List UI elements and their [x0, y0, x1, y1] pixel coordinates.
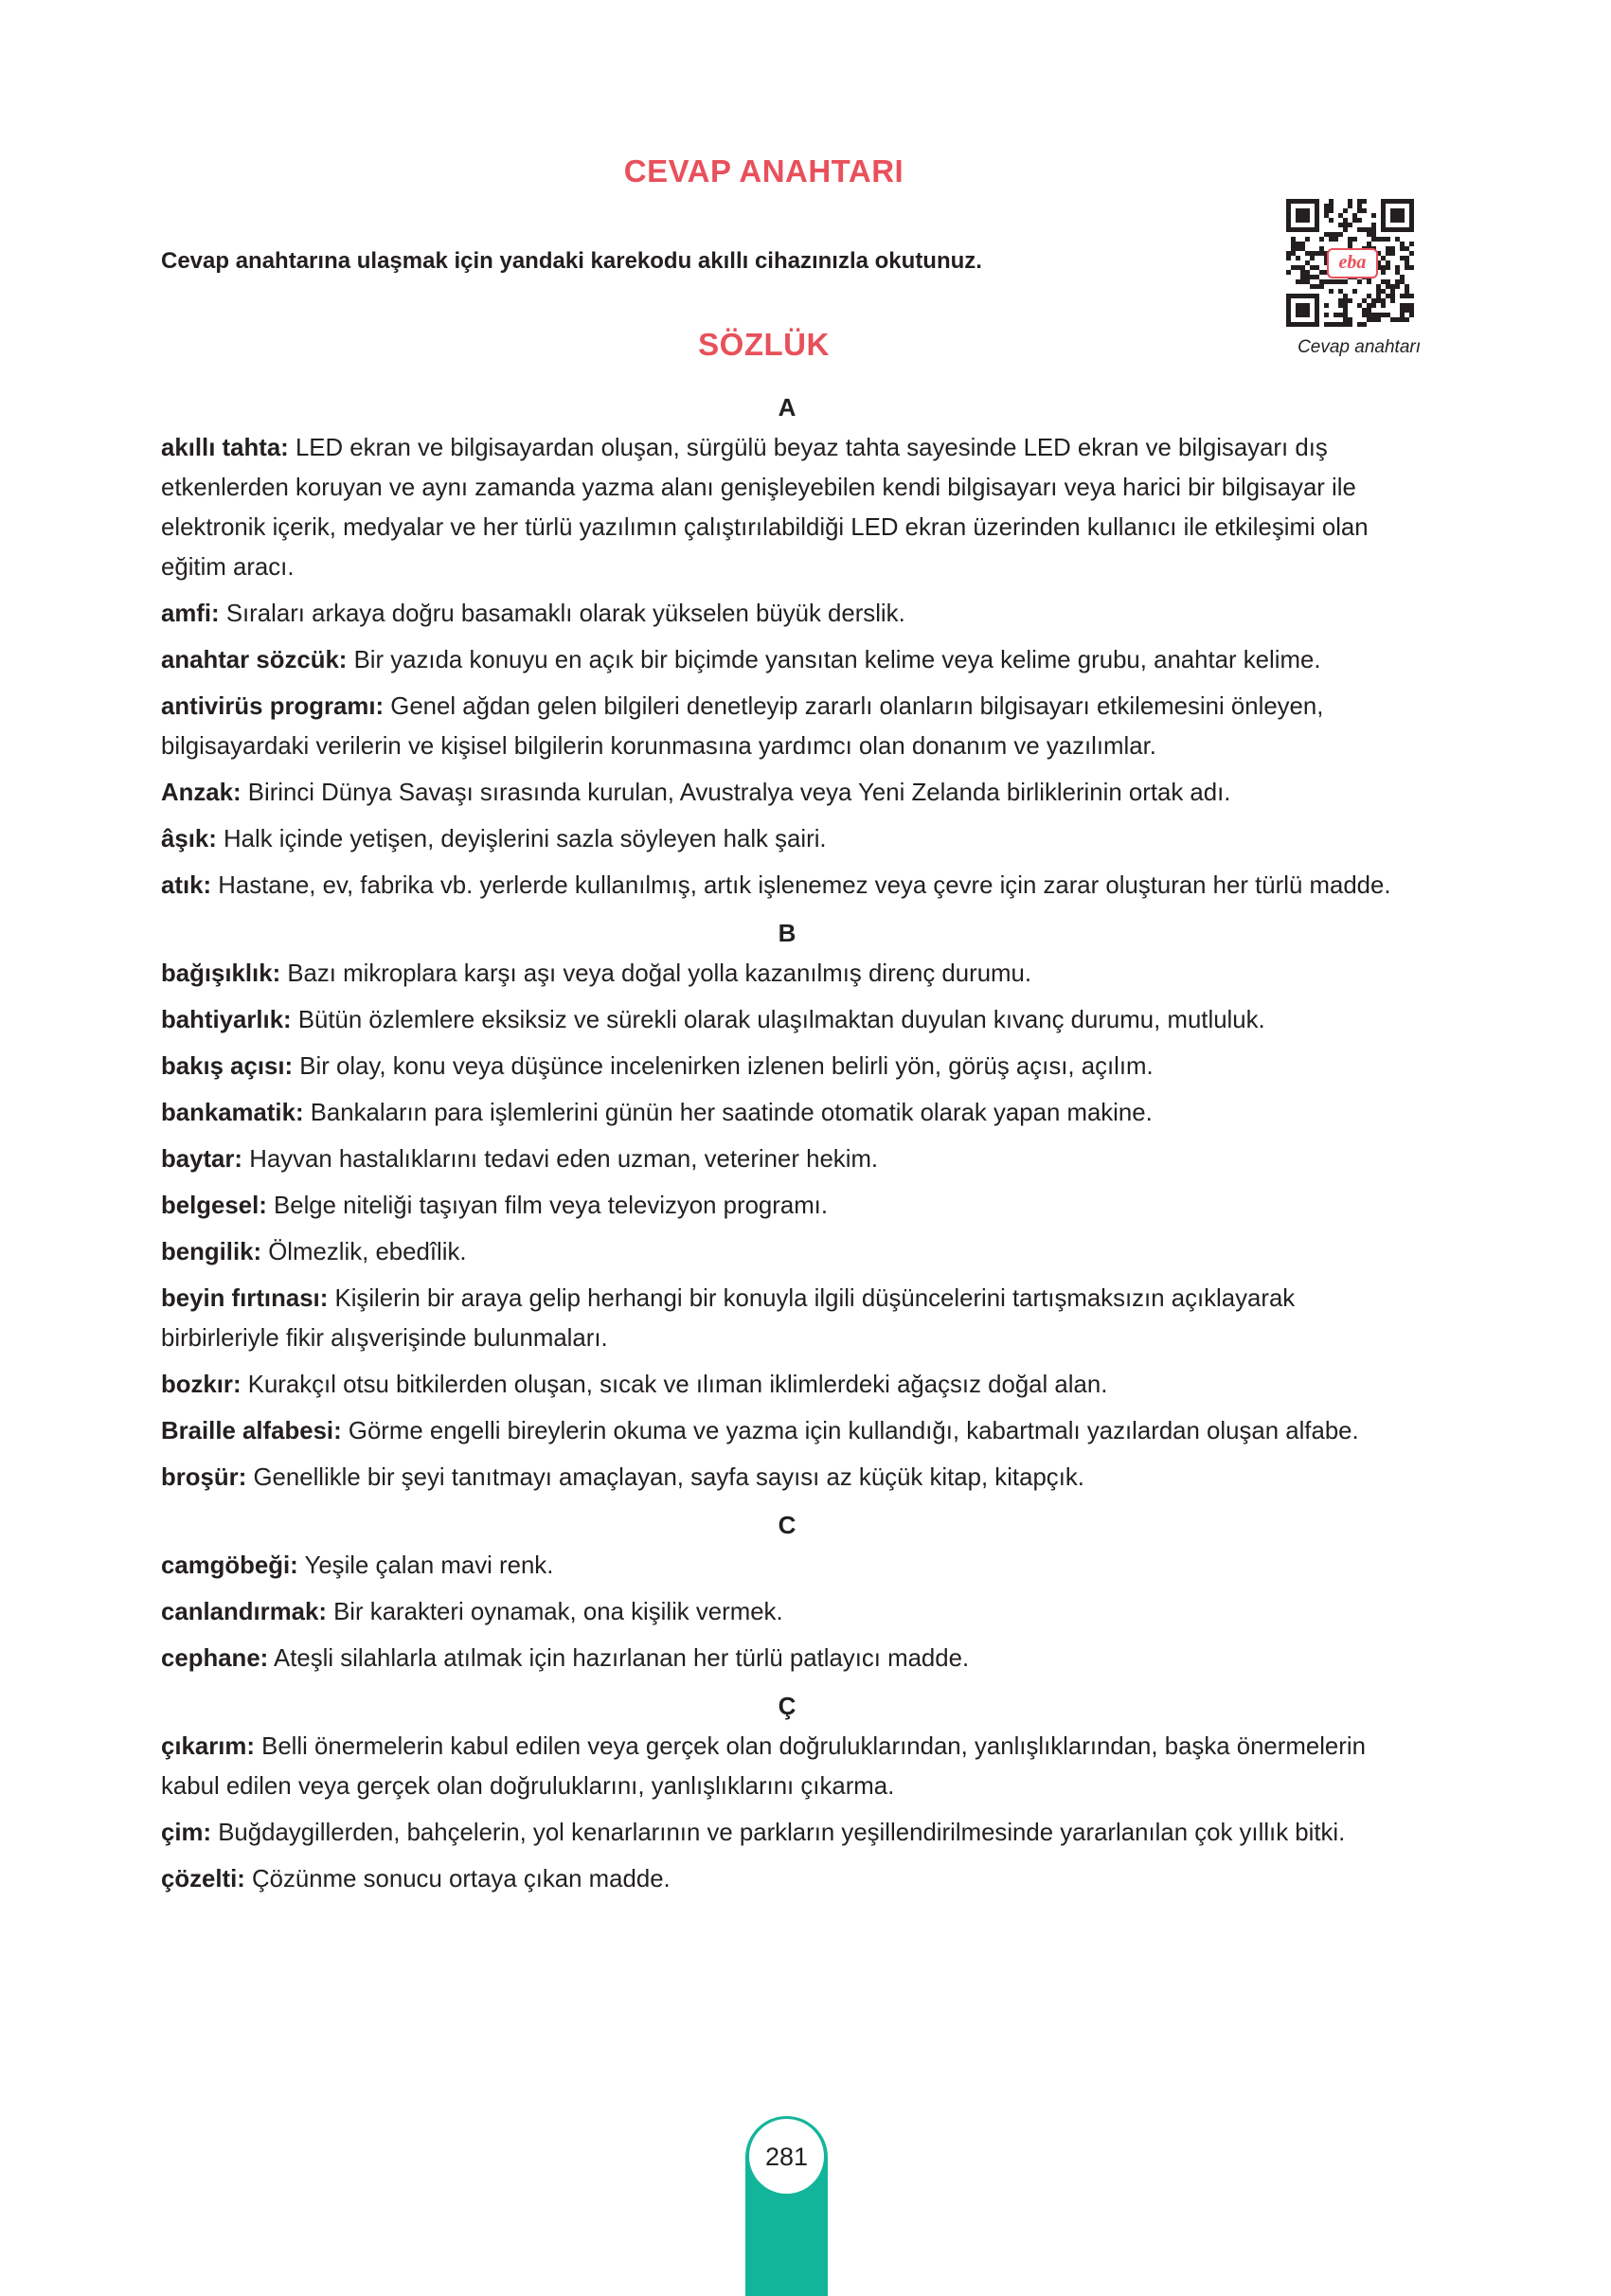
glossary-entry: [161, 1639, 1413, 1678]
glossary-definition: Genellikle bir şeyi tanıtmayı amaçlayan, sayfa sayısı az küçük kitap, kitapçık.: [253, 1464, 1084, 1491]
glossary-definition: Ölmezlik, ebedîlik.: [268, 1239, 467, 1265]
glossary-entry: [161, 1411, 1413, 1451]
glossary-title: SÖZLÜK: [698, 327, 830, 362]
glossary-entry: [161, 1000, 1413, 1040]
glossary-term: bahtiyarlık:: [161, 1007, 292, 1033]
glossary-definition: Belli önermelerin kabul edilen veya gerçek olan doğruluklarından, yanlışlıklarından, başka önermelerin kabul edilen veya gerçek olan doğruluklarını, yanlışlıklarını çıkarma.: [161, 1733, 1366, 1800]
section-letter-3: Ç: [778, 1692, 797, 1720]
qr-caption: Cevap anahtarı: [1298, 337, 1421, 357]
glossary-entry: [161, 1813, 1413, 1853]
glossary-term: çıkarım:: [161, 1733, 255, 1760]
glossary-entry: [161, 640, 1413, 680]
glossary-definition: Kurakçıl otsu bitkilerden oluşan, sıcak ve ılıman iklimlerdeki ağaçsız doğal alan.: [247, 1372, 1108, 1398]
section-letter-2: C: [778, 1511, 797, 1539]
glossary-entry: [161, 1186, 1413, 1226]
glossary-term: çözelti:: [161, 1866, 245, 1892]
glossary-term: baytar:: [161, 1146, 243, 1173]
glossary-entry: [161, 1458, 1413, 1498]
glossary-term: bağışıklık:: [161, 960, 281, 987]
answer-key-instruction: Cevap anahtarına ulaşmak için yandaki karekodu akıllı cihazınızla okutunuz.: [161, 248, 982, 274]
glossary-entry: [161, 1279, 1413, 1358]
glossary-term: beyin fırtınası:: [161, 1285, 329, 1312]
glossary-entry: [161, 1093, 1413, 1133]
answer-key-title: CEVAP ANAHTARI: [623, 153, 904, 188]
glossary-entries: [161, 385, 1413, 1906]
qr-eba-badge: [1327, 248, 1378, 278]
glossary-entry: [161, 1365, 1413, 1405]
glossary-term: atık:: [161, 872, 212, 899]
glossary-term: bozkır:: [161, 1372, 242, 1398]
glossary-definition: Yeşile çalan mavi renk.: [304, 1552, 554, 1579]
glossary-term: akıllı tahta:: [161, 435, 289, 461]
glossary-definition: Bazı mikroplara karşı aşı veya doğal yolla kazanılmış direnç durumu.: [287, 960, 1032, 987]
qr-code-icon[interactable]: [1286, 199, 1414, 327]
glossary-entry: [161, 594, 1413, 634]
glossary-definition: Halk içinde yetişen, deyişlerini sazla söyleyen halk şairi.: [223, 826, 827, 852]
glossary-term: bakış açısı:: [161, 1053, 294, 1080]
glossary-entry: [161, 819, 1413, 859]
glossary-term: Anzak:: [161, 780, 242, 806]
glossary-entry: [161, 1592, 1413, 1632]
glossary-entry: [161, 954, 1413, 994]
glossary-definition: Görme engelli bireylerin okuma ve yazma için kullandığı, kabartmalı yazılardan oluşan alfabe.: [348, 1418, 1359, 1444]
glossary-definition: Hayvan hastalıklarını tedavi eden uzman, veteriner hekim.: [249, 1146, 879, 1173]
glossary-definition: Belge niteliği taşıyan film veya televizyon programı.: [274, 1193, 829, 1219]
glossary-definition: Kişilerin bir araya gelip herhangi bir konuyla ilgili düşüncelerini tartışmaksızın açıklayarak birbirleriyle fikir alışverişinde bulunmaları.: [161, 1285, 1296, 1352]
glossary-entry: [161, 773, 1413, 813]
glossary-term: âşık:: [161, 826, 217, 852]
glossary-term: amfi:: [161, 601, 220, 627]
glossary-term: camgöbeği:: [161, 1552, 298, 1579]
section-letter-1: B: [778, 919, 797, 947]
glossary-definition: Bütün özlemlere eksiksiz ve sürekli olarak ulaşılmaktan duyulan kıvanç durumu, mutluluk.: [297, 1007, 1265, 1033]
glossary-definition: LED ekran ve bilgisayardan oluşan, sürgülü beyaz tahta sayesinde LED ekran ve bilgisayarı dış etkenlerden koruyan ve aynı zamanda yazma alanı genişleyebilen kendi bilgisayarı veya harici bir bilgisayar ile elektronik içerik, medyalar ve her türlü yazılımın çalıştırılabildiği LED ekran üzerinden kullanıcı ile etkileşimi olan eğitim aracı.: [161, 435, 1369, 581]
page-number: 281: [749, 2119, 824, 2194]
glossary-definition: Birinci Dünya Savaşı sırasında kurulan, Avustralya veya Yeni Zelanda birliklerinin ortak adı.: [247, 780, 1231, 806]
section-letter-0: A: [778, 393, 797, 422]
glossary-entry: [161, 1047, 1413, 1086]
glossary-term: çim:: [161, 1820, 212, 1846]
glossary-entry: [161, 1232, 1413, 1272]
glossary-term: belgesel:: [161, 1193, 267, 1219]
glossary-entry: [161, 428, 1413, 587]
glossary-definition: Buğdaygillerden, bahçelerin, yol kenarlarının ve parkların yeşillendirilmesinde yararlanılan çok yıllık bitki.: [218, 1820, 1346, 1846]
qr-eba-label: eba: [1338, 252, 1367, 273]
glossary-entry: [161, 687, 1413, 766]
glossary-term: canlandırmak:: [161, 1599, 327, 1625]
glossary-definition: Bir yazıda konuyu en açık bir biçimde yansıtan kelime veya kelime grubu, anahtar kelime.: [353, 647, 1321, 673]
glossary-definition: Hastane, ev, fabrika vb. yerlerde kullanılmış, artık işlenemez veya çevre için zarar oluşturan her türlü madde.: [218, 872, 1391, 899]
glossary-term: bankamatik:: [161, 1100, 304, 1126]
glossary-entry: [161, 1546, 1413, 1586]
glossary-definition: Bir olay, konu veya düşünce incelenirken izlenen belirli yön, görüş açısı, açılım.: [299, 1053, 1154, 1080]
glossary-term: Braille alfabesi:: [161, 1418, 342, 1444]
glossary-term: antivirüs programı:: [161, 693, 385, 720]
glossary-definition: Çözünme sonucu ortaya çıkan madde.: [252, 1866, 671, 1892]
glossary-definition: Ateşli silahlarla atılmak için hazırlanan her türlü patlayıcı madde.: [274, 1645, 970, 1672]
glossary-entry: [161, 1139, 1413, 1179]
glossary-definition: Sıraları arkaya doğru basamaklı olarak yükselen büyük derslik.: [225, 601, 905, 627]
glossary-entry: [161, 1859, 1413, 1899]
glossary-entry: [161, 866, 1413, 906]
glossary-term: broşür:: [161, 1464, 247, 1491]
glossary-definition: Bankaların para işlemlerini günün her saatinde otomatik olarak yapan makine.: [310, 1100, 1153, 1126]
glossary-definition: Bir karakteri oynamak, ona kişilik vermek.: [333, 1599, 783, 1625]
glossary-entry: [161, 1727, 1413, 1806]
glossary-definition: Genel ağdan gelen bilgileri denetleyip zararlı olanların bilgisayarı etkilemesini önleyen, bilgisayardaki verilerin ve kişisel bilgilerin korunmasına yardımcı olan donanım ve yazılımlar.: [161, 693, 1324, 760]
glossary-term: anahtar sözcük:: [161, 647, 348, 673]
glossary-term: cephane:: [161, 1645, 269, 1672]
glossary-term: bengilik:: [161, 1239, 262, 1265]
